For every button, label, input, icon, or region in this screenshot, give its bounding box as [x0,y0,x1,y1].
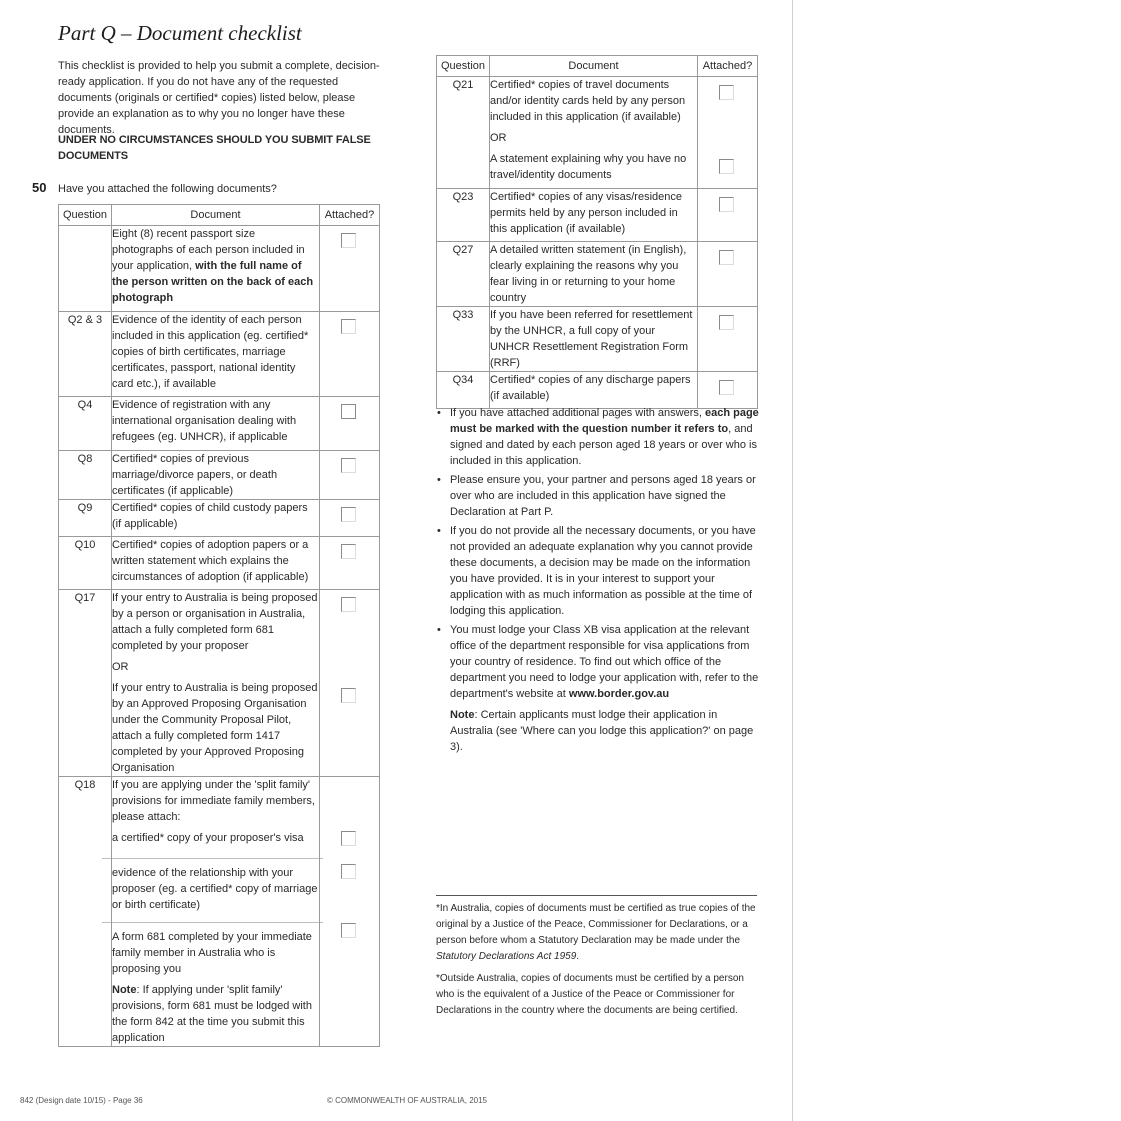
bullet-1-text: If you have attached additional pages with answers, [450,407,705,419]
false-documents-warning: UNDER NO CIRCUMSTANCES SHOULD YOU SUBMIT FALSE DOCUMENTS [58,134,371,162]
footnote-australia [436,901,761,965]
row-attached [320,500,380,537]
table-row-q33 [437,307,758,372]
table-row-q21 [437,77,758,189]
row-document: Certified* copies of any visas/residence permits held by any person included in this application (if available) [490,189,698,242]
footnote-act-name: Statutory Declarations Act 1959 [436,951,577,962]
bullet-1-text-end: , and signed and dated by each person aged 18 years or over who is included in this application. [450,423,757,467]
list-item: • Please ensure you, your partner and persons aged 18 years or over who are included in this application have signed the Declaration at Part P. [436,472,760,520]
row-question: Q27 [437,242,490,307]
row-question [59,226,112,312]
header-question: Question [59,205,112,226]
table-row-q17 [59,590,380,777]
photos-text-bold: with the full name of the person written on the back of each photograph [112,260,314,304]
q18-form-text: A form 681 completed by your immediate family member in Australia who is proposing you [112,931,312,975]
row-attached [320,590,380,777]
q18-item-relationship: evidence of the relationship with your proposer (eg. a certified* copy of marriage or birth certificate) [102,858,323,916]
row-question: Q2 & 3 [59,312,112,397]
checklist-table-left [58,204,380,1047]
attached-checkbox-q8[interactable] [341,458,356,473]
row-question: Q23 [437,189,490,242]
q18-note-label: Note [112,984,137,996]
q17-or: OR [112,661,129,673]
table-row-q10 [59,537,380,590]
row-question: Q21 [437,77,490,189]
table-row-q18 [59,777,380,1047]
q17-option-b: If your entry to Australia is being proposed by an Approved Proposing Organisation under the Community Proposal Pilot, attach a fully completed form 1417 completed by your Approved Proposing Organisation [112,682,318,774]
row-document [112,777,320,1047]
question-text: Have you attached the following documents? [58,183,277,195]
header-document: Document [490,56,698,77]
q18-intro: If you are applying under the 'split family' provisions for immediate family members, please attach: [112,779,315,823]
checklist-table-right [436,55,758,409]
attached-checkbox-q27[interactable] [719,250,734,265]
photos-text: Eight (8) recent passport size photographs of each person included in your application, [112,228,305,272]
intro-paragraph: This checklist is provided to help you submit a complete, decision-ready application. If you do not have any of the requested documents (originals or certified* copies) listed below, please provide an explanation as to why you no longer have these documents. [58,60,380,136]
attached-checkbox-q17-b[interactable] [341,688,356,703]
row-document: Certified* copies of adoption papers or a written statement which explains the circumstances of adoption (if applicable) [112,537,320,590]
bullet-note [450,707,760,755]
footnote-divider [436,895,757,896]
footnotes [436,901,761,1025]
table-row-q8 [59,451,380,500]
table-row-q23 [437,189,758,242]
table-row-q4 [59,397,380,451]
row-document: Evidence of the identity of each person included in this application (eg. certified* copies of birth certificates, marriage certificates, passport, national identity card etc.), if available [112,312,320,397]
header-document: Document [112,205,320,226]
header-attached: Attached? [320,205,380,226]
page-title: Part Q – Document checklist [58,21,302,45]
row-attached [320,777,380,1047]
list-item [436,405,760,469]
row-attached [698,372,758,409]
row-attached [320,537,380,590]
attached-checkbox-q9[interactable] [341,507,356,522]
q21-option-a: Certified* copies of travel documents and/or identity cards held by any person included in this application (if available) [490,79,686,123]
table-header-row [59,205,380,226]
attached-checkbox-q18-visa[interactable] [341,831,356,846]
instructions-list [436,405,760,758]
row-question: Q33 [437,307,490,372]
table-row-q2-3 [59,312,380,397]
attached-checkbox-q23[interactable] [719,197,734,212]
row-question: Q17 [59,590,112,777]
header-attached: Attached? [698,56,758,77]
row-attached [320,451,380,500]
footnote-australia-text: *In Australia, copies of documents must be certified as true copies of the original by a Justice of the Peace, Commissioner for Declarations, or a person before whom a Statutory Declaration may be made under the [436,903,756,946]
row-attached [320,312,380,397]
header-question: Question [437,56,490,77]
q18-item-visa: a certified* copy of your proposer's visa [112,832,304,844]
q18-note-text: : If applying under 'split family' provisions, form 681 must be lodged with the form 842 at the time you submit this application [112,984,312,1044]
q21-option-b: A statement explaining why you have no travel/identity documents [490,153,687,181]
row-attached [698,77,758,189]
attached-checkbox-q21-b[interactable] [719,159,734,174]
row-document [112,226,320,312]
footer-form-info: 842 (Design date 10/15) - Page 36 [20,1096,143,1105]
note-label: Note [450,709,475,721]
bullet-1-bold: each page must be marked with the question number it refers to [450,407,759,435]
row-question: Q9 [59,500,112,537]
row-document: Certified* copies of any discharge papers (if available) [490,372,698,409]
row-attached [698,189,758,242]
list-item: • If you do not provide all the necessary documents, or you have not provided an adequate explanation why you cannot provide these documents, a decision may be made on the information you have provided. It is in your interest to support your application with as much information as possible at the time of lodging this application. [436,523,760,619]
footer-copyright: © COMMONWEALTH OF AUSTRALIA, 2015 [327,1096,487,1105]
row-attached [320,397,380,451]
row-attached [698,307,758,372]
attached-checkbox-photographs[interactable] [341,233,356,248]
q18-note [112,982,319,1046]
row-question: Q4 [59,397,112,451]
row-document [112,590,320,777]
table-row-q27 [437,242,758,307]
attached-checkbox-q18-relationship[interactable] [341,864,356,879]
attached-checkbox-q10[interactable] [341,544,356,559]
attached-checkbox-q21-a[interactable] [719,85,734,100]
bullet-4-text: You must lodge your Class XB visa application at the relevant office of the department responsible for visa applications from your country of residence. To find out which office of the department you need to lodge your application with, refer to the department's website at [450,624,759,700]
row-question: Q10 [59,537,112,590]
attached-checkbox-q4[interactable] [341,404,356,419]
row-document: Certified* copies of previous marriage/divorce papers, or death certificates (if applicable) [112,451,320,500]
table-row-q34 [437,372,758,409]
list-item [436,622,760,755]
table-header-row [437,56,758,77]
row-document: If you have been referred for resettlement by the UNHCR, a full copy of your UNHCR Resettlement Registration Form (RRF) [490,307,698,372]
row-document: A detailed written statement (in English), clearly explaining the reasons why you fear living in or returning to your home country [490,242,698,307]
footnote-outside-australia: *Outside Australia, copies of documents must be certified by a person who is the equivalent of a Justice of the Peace or Commissioner for Declarations in the country where the documents are being certified. [436,973,744,1016]
q21-or: OR [490,132,507,144]
footnote-australia-end: . [576,951,580,962]
row-question: Q18 [59,777,112,1047]
table-row-q9 [59,500,380,537]
attached-checkbox-q34[interactable] [719,380,734,395]
row-document: Evidence of registration with any international organisation dealing with refugees (eg. UNHCR), if applicable [112,397,320,451]
table-row-photographs [59,226,380,312]
row-question: Q8 [59,451,112,500]
note-text: : Certain applicants must lodge their application in Australia (see 'Where can you lodge this application?' on page 3). [450,709,754,753]
row-question: Q34 [437,372,490,409]
attached-checkbox-q18-form[interactable] [341,923,356,938]
row-attached [320,226,380,312]
page-edge [792,0,793,1121]
attached-checkbox-q17-a[interactable] [341,597,356,612]
q18-item-form [102,922,323,1046]
attached-checkbox-q33[interactable] [719,315,734,330]
row-document: Certified* copies of child custody papers (if applicable) [112,500,320,537]
attached-checkbox-q2-3[interactable] [341,319,356,334]
q17-option-a: If your entry to Australia is being proposed by a person or organisation in Australia, attach a fully completed form 681 completed by your proposer [112,592,318,652]
row-document [490,77,698,189]
row-attached [698,242,758,307]
question-number: 50 [32,180,47,195]
border-website-link[interactable]: www.border.gov.au [568,688,670,700]
